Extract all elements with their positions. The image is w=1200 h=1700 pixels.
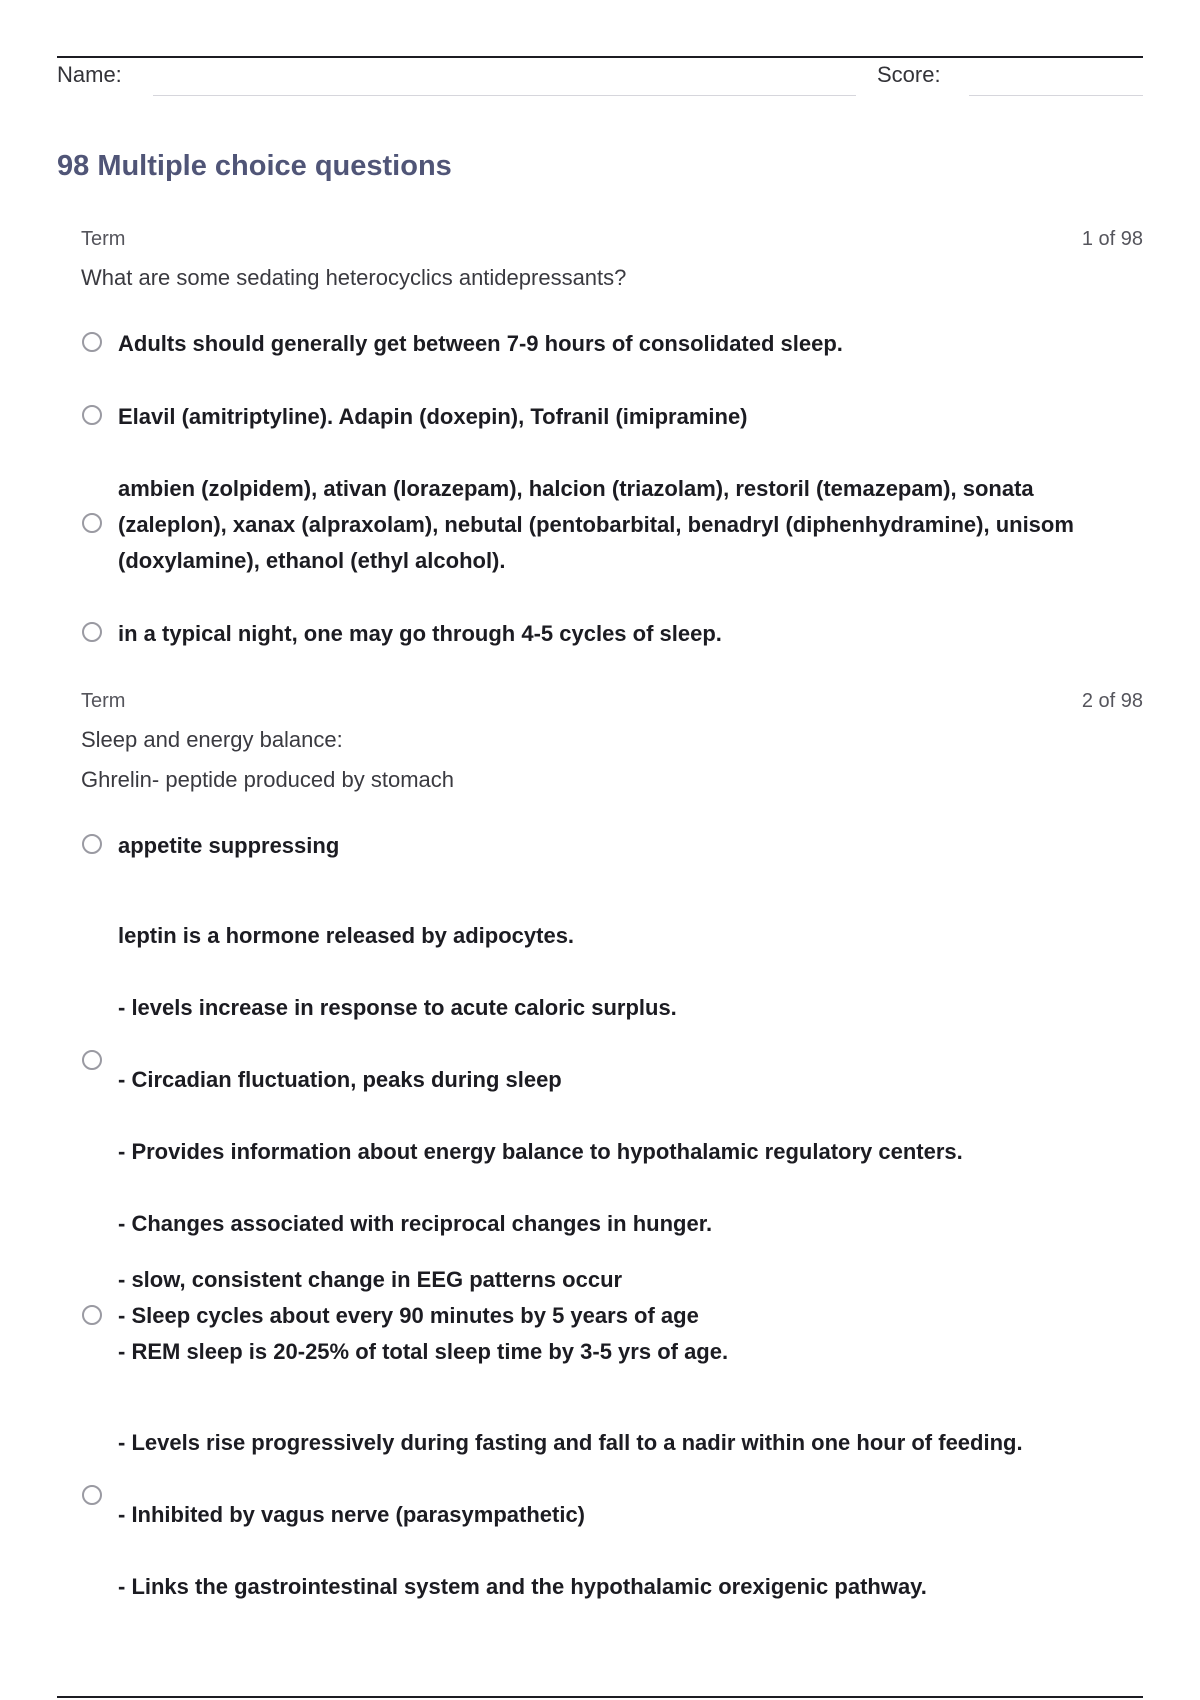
option-text-line: leptin is a hormone released by adipocytes. xyxy=(118,923,575,948)
radio-button[interactable] xyxy=(82,1485,102,1505)
radio-button[interactable] xyxy=(82,405,102,425)
score-label: Score: xyxy=(877,62,941,87)
radio-button[interactable] xyxy=(82,1305,102,1325)
section-title: 98 Multiple choice questions xyxy=(57,150,452,182)
radio-button[interactable] xyxy=(82,1050,102,1070)
radio-button[interactable] xyxy=(82,622,102,642)
option-text-line: - Links the gastrointestinal system and the hypothalamic orexigenic pathway. xyxy=(118,1574,927,1599)
question-prompt: What are some sedating heterocyclics antidepressants? xyxy=(81,265,627,290)
answer-option[interactable] xyxy=(81,1262,1143,1370)
option-text-line: - REM sleep is 20-25% of total sleep time by 3-5 yrs of age. xyxy=(118,1339,729,1364)
answer-option[interactable] xyxy=(81,399,1143,435)
question-counter: 2 of 98 xyxy=(1081,690,1143,712)
option-text: ambien (zolpidem), ativan (lorazepam), halcion (triazolam), restoril (temazepam), sonata (zaleplon), xanax (alpraxolam), nebutal (pentobarbital, benadryl (diphenhydramine), unisom (doxylamine), ethanol (ethyl alcohol). xyxy=(118,476,1074,573)
answer-option[interactable] xyxy=(81,616,1143,652)
radio-button[interactable] xyxy=(82,834,102,854)
option-text-line: - levels increase in response to acute caloric surplus. xyxy=(118,995,677,1020)
option-text: in a typical night, one may go through 4-5 cycles of sleep. xyxy=(118,621,722,646)
question-prompt-line: Ghrelin- peptide produced by stomach xyxy=(81,767,454,792)
term-label: Term xyxy=(81,690,126,712)
option-text-line: - Changes associated with reciprocal changes in hunger. xyxy=(118,1211,713,1236)
bottom-rule xyxy=(57,1696,1143,1698)
name-score-header xyxy=(57,62,1143,102)
option-text-line: - slow, consistent change in EEG patterns occur xyxy=(118,1267,623,1292)
question-counter: 1 of 98 xyxy=(1081,228,1143,250)
option-text: appetite suppressing xyxy=(118,833,340,858)
answer-option[interactable] xyxy=(81,326,1143,362)
score-input-line[interactable] xyxy=(969,95,1143,96)
option-text-line: - Sleep cycles about every 90 minutes by 5 years of age xyxy=(118,1303,699,1328)
question-prompt-line: Sleep and energy balance: xyxy=(81,727,343,752)
top-rule xyxy=(57,56,1143,58)
option-text-line: - Provides information about energy balance to hypothalamic regulatory centers. xyxy=(118,1139,963,1164)
answer-option[interactable] xyxy=(81,900,1143,1260)
option-text: Elavil (amitriptyline). Adapin (doxepin), Tofranil (imipramine) xyxy=(118,404,748,429)
option-text: Adults should generally get between 7-9 hours of consolidated sleep. xyxy=(118,331,843,356)
radio-button[interactable] xyxy=(82,332,102,352)
option-text-line: - Levels rise progressively during fasting and fall to a nadir within one hour of feeding. xyxy=(118,1430,1023,1455)
term-label: Term xyxy=(81,228,126,250)
answer-option[interactable] xyxy=(81,828,1143,864)
radio-button[interactable] xyxy=(82,513,102,533)
option-text-line: - Circadian fluctuation, peaks during sleep xyxy=(118,1067,562,1092)
name-label: Name: xyxy=(57,62,122,87)
question-1 xyxy=(81,228,1143,298)
answer-option[interactable] xyxy=(81,471,1143,579)
answer-option[interactable] xyxy=(81,1407,1143,1623)
question-2 xyxy=(81,690,1143,800)
name-input-line[interactable] xyxy=(153,95,856,96)
option-text-line: - Inhibited by vagus nerve (parasympathetic) xyxy=(118,1502,586,1527)
